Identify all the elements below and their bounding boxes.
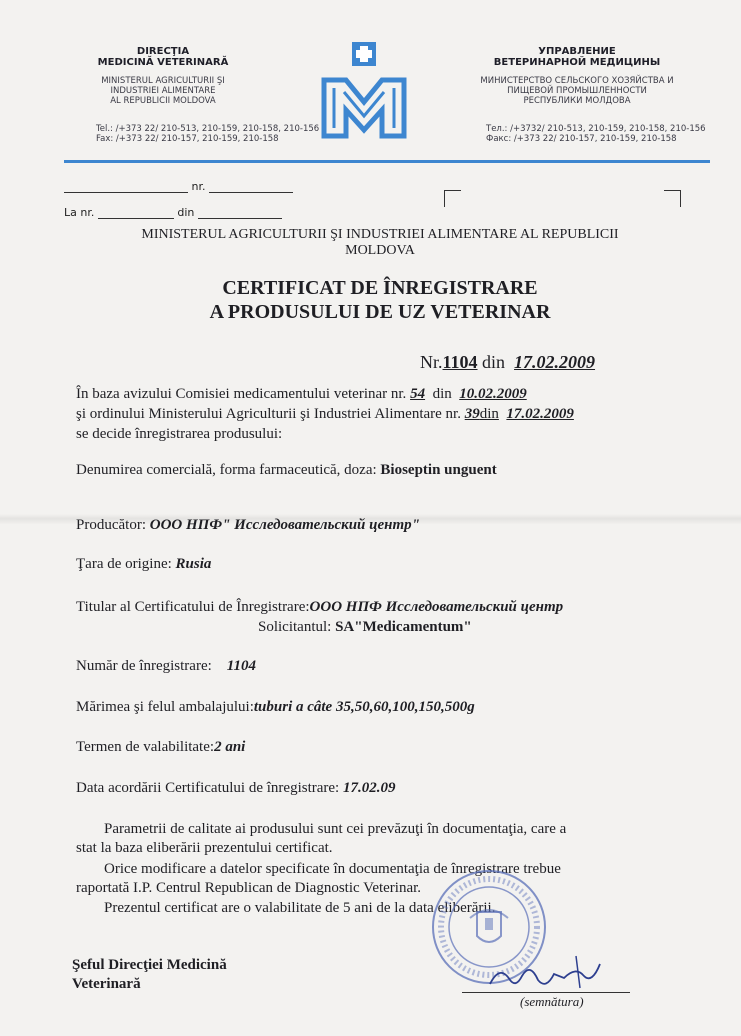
signatory-title-line1: Şeful Direcţiei Medicină	[72, 957, 227, 973]
ministry-line1: MINISTERUL AGRICULTURII ŞI INDUSTRIEI ALIMENTARE AL REPUBLICII	[141, 227, 619, 242]
header-right-tel: Тел.: /+3732/ 210-513, 210-159, 210-158, 210-156	[486, 124, 706, 134]
header-left-title1: DIRECŢIA	[136, 46, 190, 57]
ministry-line2: MOLDOVA	[345, 243, 415, 258]
signature-line	[462, 992, 630, 993]
solicitant-label: Solicitantul:	[258, 619, 332, 635]
numar-label: Număr de înregistrare:	[76, 658, 212, 674]
header-right-sub2: ПИЩЕВОЙ ПРОМЫШЛЕННОСТИ	[507, 86, 647, 96]
ref-la-nr-label: La nr.	[64, 206, 95, 219]
ref-nr-label: nr.	[191, 180, 206, 193]
veterinary-emblem-logo	[320, 40, 408, 140]
number-value: 1104	[442, 352, 478, 372]
certificate-number	[420, 352, 595, 373]
tara-label: Ţara de origine:	[76, 556, 172, 572]
signature-caption: (semnătura)	[520, 994, 584, 1009]
certificate-title-line2: A PRODUSULUI DE UZ VETERINAR	[209, 301, 551, 323]
titular-value: ООО НПФ Исследовательский центр	[309, 599, 564, 615]
field-titular	[76, 599, 563, 616]
address-bracket-right	[664, 190, 681, 207]
handwritten-signature	[480, 950, 610, 994]
header-right-contacts	[486, 124, 716, 144]
paragraph-2a: Orice modificare a datelor specificate în documentaţia de înregistrare trebue	[104, 861, 561, 877]
producator-label: Producător:	[76, 517, 146, 533]
header-divider	[64, 160, 710, 163]
solicitant-value: SA"Medicamentum"	[335, 619, 472, 635]
marimea-label: Mărimea şi felul ambalajului:	[76, 699, 254, 715]
header-left-fax: Fax: /+373 22/ 210-157, 210-159, 210-158	[96, 134, 279, 144]
header-right-fax: Факс: /+373 22/ 210-157, 210-159, 210-158	[486, 134, 677, 144]
titular-label: Titular al Certificatului de Înregistrare:	[76, 599, 310, 615]
basis-line1-text: În baza avizului Comisiei medicamentului veterinar nr.	[76, 386, 407, 402]
header-left-contacts	[96, 124, 336, 144]
ref-nr-line	[64, 180, 293, 193]
tara-value: Rusia	[175, 556, 212, 572]
basis-ordin-date: 17.02.2009	[506, 406, 574, 422]
marimea-value: tuburi a câte 35,50,60,100,150,500g	[253, 699, 475, 715]
producator-value: ООО НПФ" Исследовательский центр"	[149, 517, 420, 533]
field-tara	[76, 556, 211, 573]
basis-line2	[76, 406, 574, 423]
denumire-value: Bioseptin unguent	[380, 462, 497, 478]
header-left	[88, 46, 238, 106]
ref-din-label: din	[177, 206, 195, 219]
header-right-title2: ВЕТЕРИНАРНОЙ МЕДИЦИНЫ	[493, 57, 661, 68]
termen-value: 2 ani	[214, 739, 246, 755]
data-value: 17.02.09	[342, 780, 396, 796]
termen-label: Termen de valabilitate:	[76, 739, 215, 755]
basis-aviz-nr: 54	[410, 386, 426, 402]
header-left-tel: Tel.: /+373 22/ 210-513, 210-159, 210-158, 210-156	[96, 124, 320, 134]
ref-la-nr-line	[64, 206, 282, 219]
denumire-label: Denumirea comercială, forma farmaceutică, doza:	[76, 462, 377, 478]
paragraph-1a: Parametrii de calitate ai produsului sunt cei prevăzuţi în documentaţia, care a	[104, 821, 567, 837]
header-left-sub2: INDUSTRIEI ALIMENTARE	[110, 86, 216, 96]
certificate-title-line1: CERTIFICAT DE ÎNREGISTRARE	[222, 277, 538, 299]
address-bracket-left	[444, 190, 461, 207]
number-prefix: Nr.	[420, 352, 443, 372]
data-label: Data acordării Certificatului de înregistrare:	[76, 780, 340, 796]
header-right-sub3: РЕСПУБЛИКИ МОЛДОВА	[523, 96, 631, 106]
number-date: 17.02.2009	[514, 352, 596, 372]
field-denumire	[76, 462, 497, 479]
basis-line1-din: din	[432, 386, 452, 402]
signatory-title-line2: Veterinară	[72, 976, 141, 992]
basis-line3: se decide înregistrarea produsului:	[76, 426, 283, 442]
numar-value: 1104	[226, 658, 256, 674]
basis-aviz-date: 10.02.2009	[459, 386, 527, 402]
basis-ordin-nr: 39	[464, 406, 480, 422]
paragraph-1b: stat la baza eliberării prezentului certificat.	[76, 840, 333, 856]
header-left-sub3: AL REPUBLICII MOLDOVA	[110, 96, 216, 106]
field-producator	[76, 517, 420, 534]
header-right	[472, 46, 682, 106]
basis-line2-din: din	[479, 406, 499, 422]
field-data	[76, 780, 395, 797]
field-solicitant	[258, 619, 472, 636]
basis-line2-text: şi ordinului Ministerului Agriculturii şi Industriei Alimentare nr.	[76, 406, 461, 422]
paragraph-3: Prezentul certificat are o valabilitate de 5 ani de la data eliberării.	[104, 900, 496, 916]
signature-icon	[480, 950, 610, 994]
number-din: din	[482, 352, 506, 372]
header-left-sub1: MINISTERUL AGRICULTURII ŞI	[101, 76, 225, 86]
field-numar	[76, 658, 256, 675]
header-right-title1: УПРАВЛЕНИЕ	[538, 46, 616, 57]
field-termen	[76, 739, 245, 756]
emblem-icon	[320, 40, 408, 140]
field-marimea	[76, 699, 475, 716]
header-left-title2: MEDICINĂ VETERINARĂ	[97, 57, 229, 68]
basis-line1	[76, 386, 527, 403]
paragraph-2b: raportată I.P. Centrul Republican de Diagnostic Veterinar.	[76, 880, 422, 896]
header-right-sub1: МИНИСТЕРСТВО СЕЛЬСКОГО ХОЗЯЙСТВА И	[480, 76, 674, 86]
